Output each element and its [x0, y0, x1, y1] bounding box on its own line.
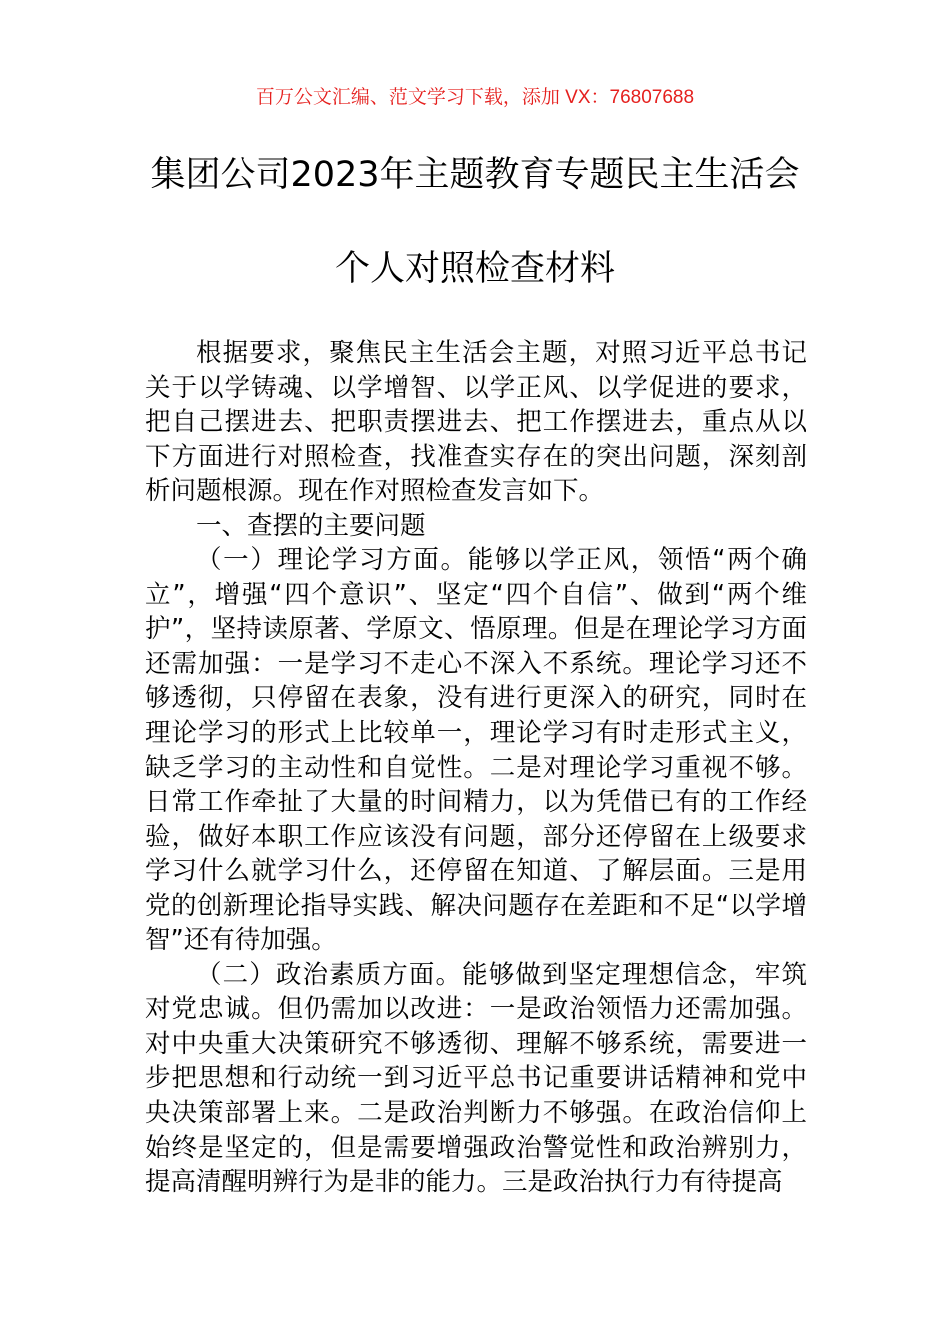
document-title-line-1: 集团公司2023年主题教育专题民主生活会 [150, 155, 800, 195]
paragraph-intro: 根据要求，聚焦民主生活会主题，对照习近平总书记关于以学铸魂、以学增智、以学正风、以学促进的要求，把自己摆进去、把职责摆进去、把工作摆进去，重点从以下方面进行对照检查，找准查实存在的突出问题，深刻剖析问题根源。现在作对照检查发言如下。 [145, 338, 807, 507]
header-note: 百万公文汇编、范文学习下载，添加 VX：76807688 [255, 87, 695, 108]
document-body [145, 336, 807, 1200]
paragraph-theory-study: （一）理论学习方面。能够以学正风，领悟“两个确立”，增强“四个意识”、坚定“四个自信”、做到“两个维护”，坚持读原著、学原文、悟原理。但是在理论学习方面还需加强：一是学习不走心不深入不系统。理论学习还不够透彻，只停留在表象，没有进行更深入的研究，同时在理论学习的形式上比较单一，理论学习有时走形式主义，缺乏学习的主动性和自觉性。二是对理论学习重视不够。日常工作牵扯了大量的时间精力，以为凭借已有的工作经验，做好本职工作应该没有问题，部分还停留在上级要求学习什么就学习什么，还停留在知道、了解层面。三是用党的创新理论指导实践、解决问题存在差距和不足“以学增智”还有待加强。 [145, 545, 807, 956]
section-heading: 一、查摆的主要问题 [196, 510, 426, 541]
paragraph-political-quality: （二）政治素质方面。能够做到坚定理想信念，牢筑对党忠诚。但仍需加以改进：一是政治领悟力还需加强。对中央重大决策研究不够透彻、理解不够系统，需要进一步把思想和行动统一到习近平总书记重要讲话精神和党中央决策部署上来。二是政治判断力不够强。在政治信仰上始终是坚定的，但是需要增强政治警觉性和政治辨别力，提高清醒明辨行为是非的能力。三是政治执行力有待提高 [145, 959, 807, 1198]
document-title-line-2: 个人对照检查材料 [334, 249, 615, 289]
